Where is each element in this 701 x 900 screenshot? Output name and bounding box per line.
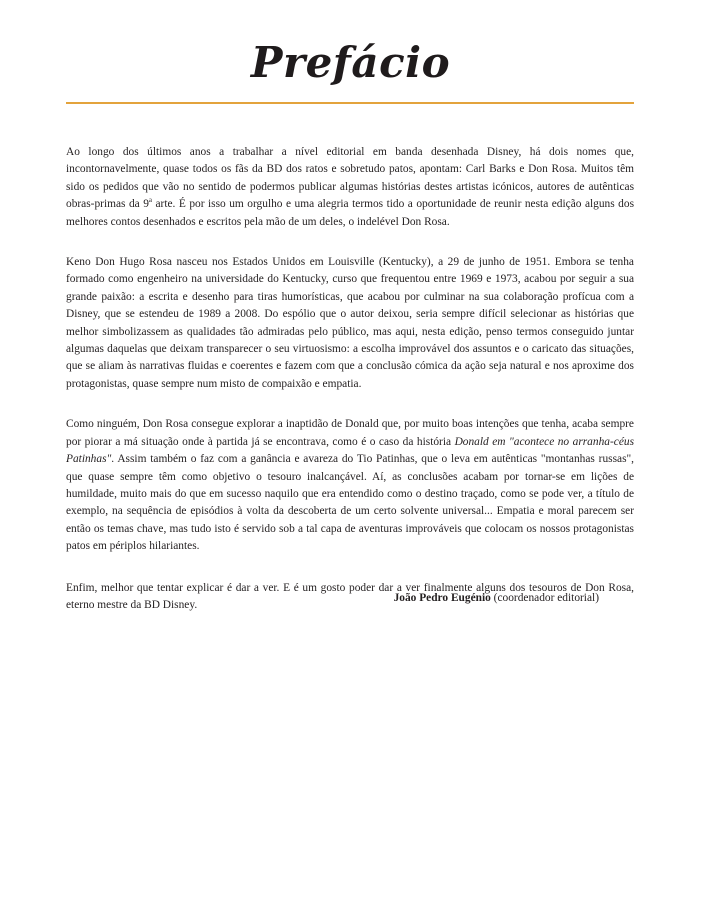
paragraph-intro-text-a: Ao longo dos últimos anos a trabalhar a nível editorial em banda desenhada Disney, há dois nomes que, incontornavelmente, quase todos os fãs da BD dos ratos e sobretudo patos, apontam: Carl Barks e Don Rosa. Muitos têm sido os pedidos que vão no sentido de podermos publicar algumas histórias destes artistas icónicos, autores de autênticas obras-primas da 9 <box>66 146 634 211</box>
paragraph-intro <box>66 144 634 231</box>
title-underline <box>66 102 634 104</box>
paragraph-themes-text-b: . Assim também o faz com a ganância e avareza do Tio Patinhas, que o leva em autênticas "montanhas russas", que quase sempre têm como objetivo o tesouro inalcançável. Aí, as conclusões acabam por tornar-se em lições de humildade, muito mais do que em sucesso naquilo que era entendido como o destino traçado, como se pode ver, a título de exemplo, na sequência de episódios à volta da descoberta de um certo solvente universal... Empatia e moral parecem ser então os temas chave, mas tudo isto é servido sob a tal capa de aventuras improváveis que colocam os nossos protagonistas patos em périplos hilariantes. <box>66 453 634 553</box>
paragraph-themes <box>66 416 634 555</box>
signature <box>66 592 599 604</box>
page-title: Prefácio <box>250 38 451 87</box>
paragraph-intro-text-b: arte. É por isso um orgulho e uma alegria termos tido a oportunidade de reunir nesta edição alguns dos melhores contos desenhados e escritos pela mão de um deles, o indelével Don Rosa. <box>66 198 634 228</box>
paragraph-closing: Enfim, melhor que tentar explicar é dar a ver. E é um gosto poder dar a ver finalmente alguns dos tesouros de Don Rosa, eterno mestre da BD Disney. <box>66 581 634 611</box>
ordinal-superscript: a <box>148 196 152 205</box>
signature-role: (coordenador editorial) <box>490 592 599 604</box>
story-title-italic: Donald em "acontece no arranha-céus Patinhas" <box>66 435 634 466</box>
signature-name: João Pedro Eugénio <box>393 592 491 604</box>
preface-body <box>66 144 634 614</box>
paragraph-themes-text-a: Como ninguém, Don Rosa consegue explorar a inaptidão de Donald que, por muito boas intenções que tenha, acaba sempre por piorar a má situação onde à partida já se encontrava, como é o caso da história <box>66 418 634 448</box>
paragraph-biography: Keno Don Hugo Rosa nasceu nos Estados Unidos em Louisville (Kentucky), a 29 de junho de 1951. Embora se tenha formado como engenheiro na universidade do Kentucky, curso que frequentou entre 1969 e 1973, acabou por seguir a sua grande paixão: a escrita e desenho para tiras humorísticas, que acabou por culminar na sua colaboração profícua com a Disney, que se estendeu de 1989 a 2008. Do espólio que o autor deixou, seria sempre difícil selecionar as histórias que melhor simbolizassem as qualidades tão admiradas pelo público, mas aqui, nesta edição, penso termos conseguido juntar algumas daquelas que deixam transparecer o seu virtuosismo: a escolha improvável dos assuntos e o caricato das situações, que se aliam às narrativas fluidas e coerentes e fazem com que a conclusão cómica da ação seja natural e nos aproxime dos protagonistas, quase sempre num misto de compaixão e empatia. <box>66 256 634 390</box>
